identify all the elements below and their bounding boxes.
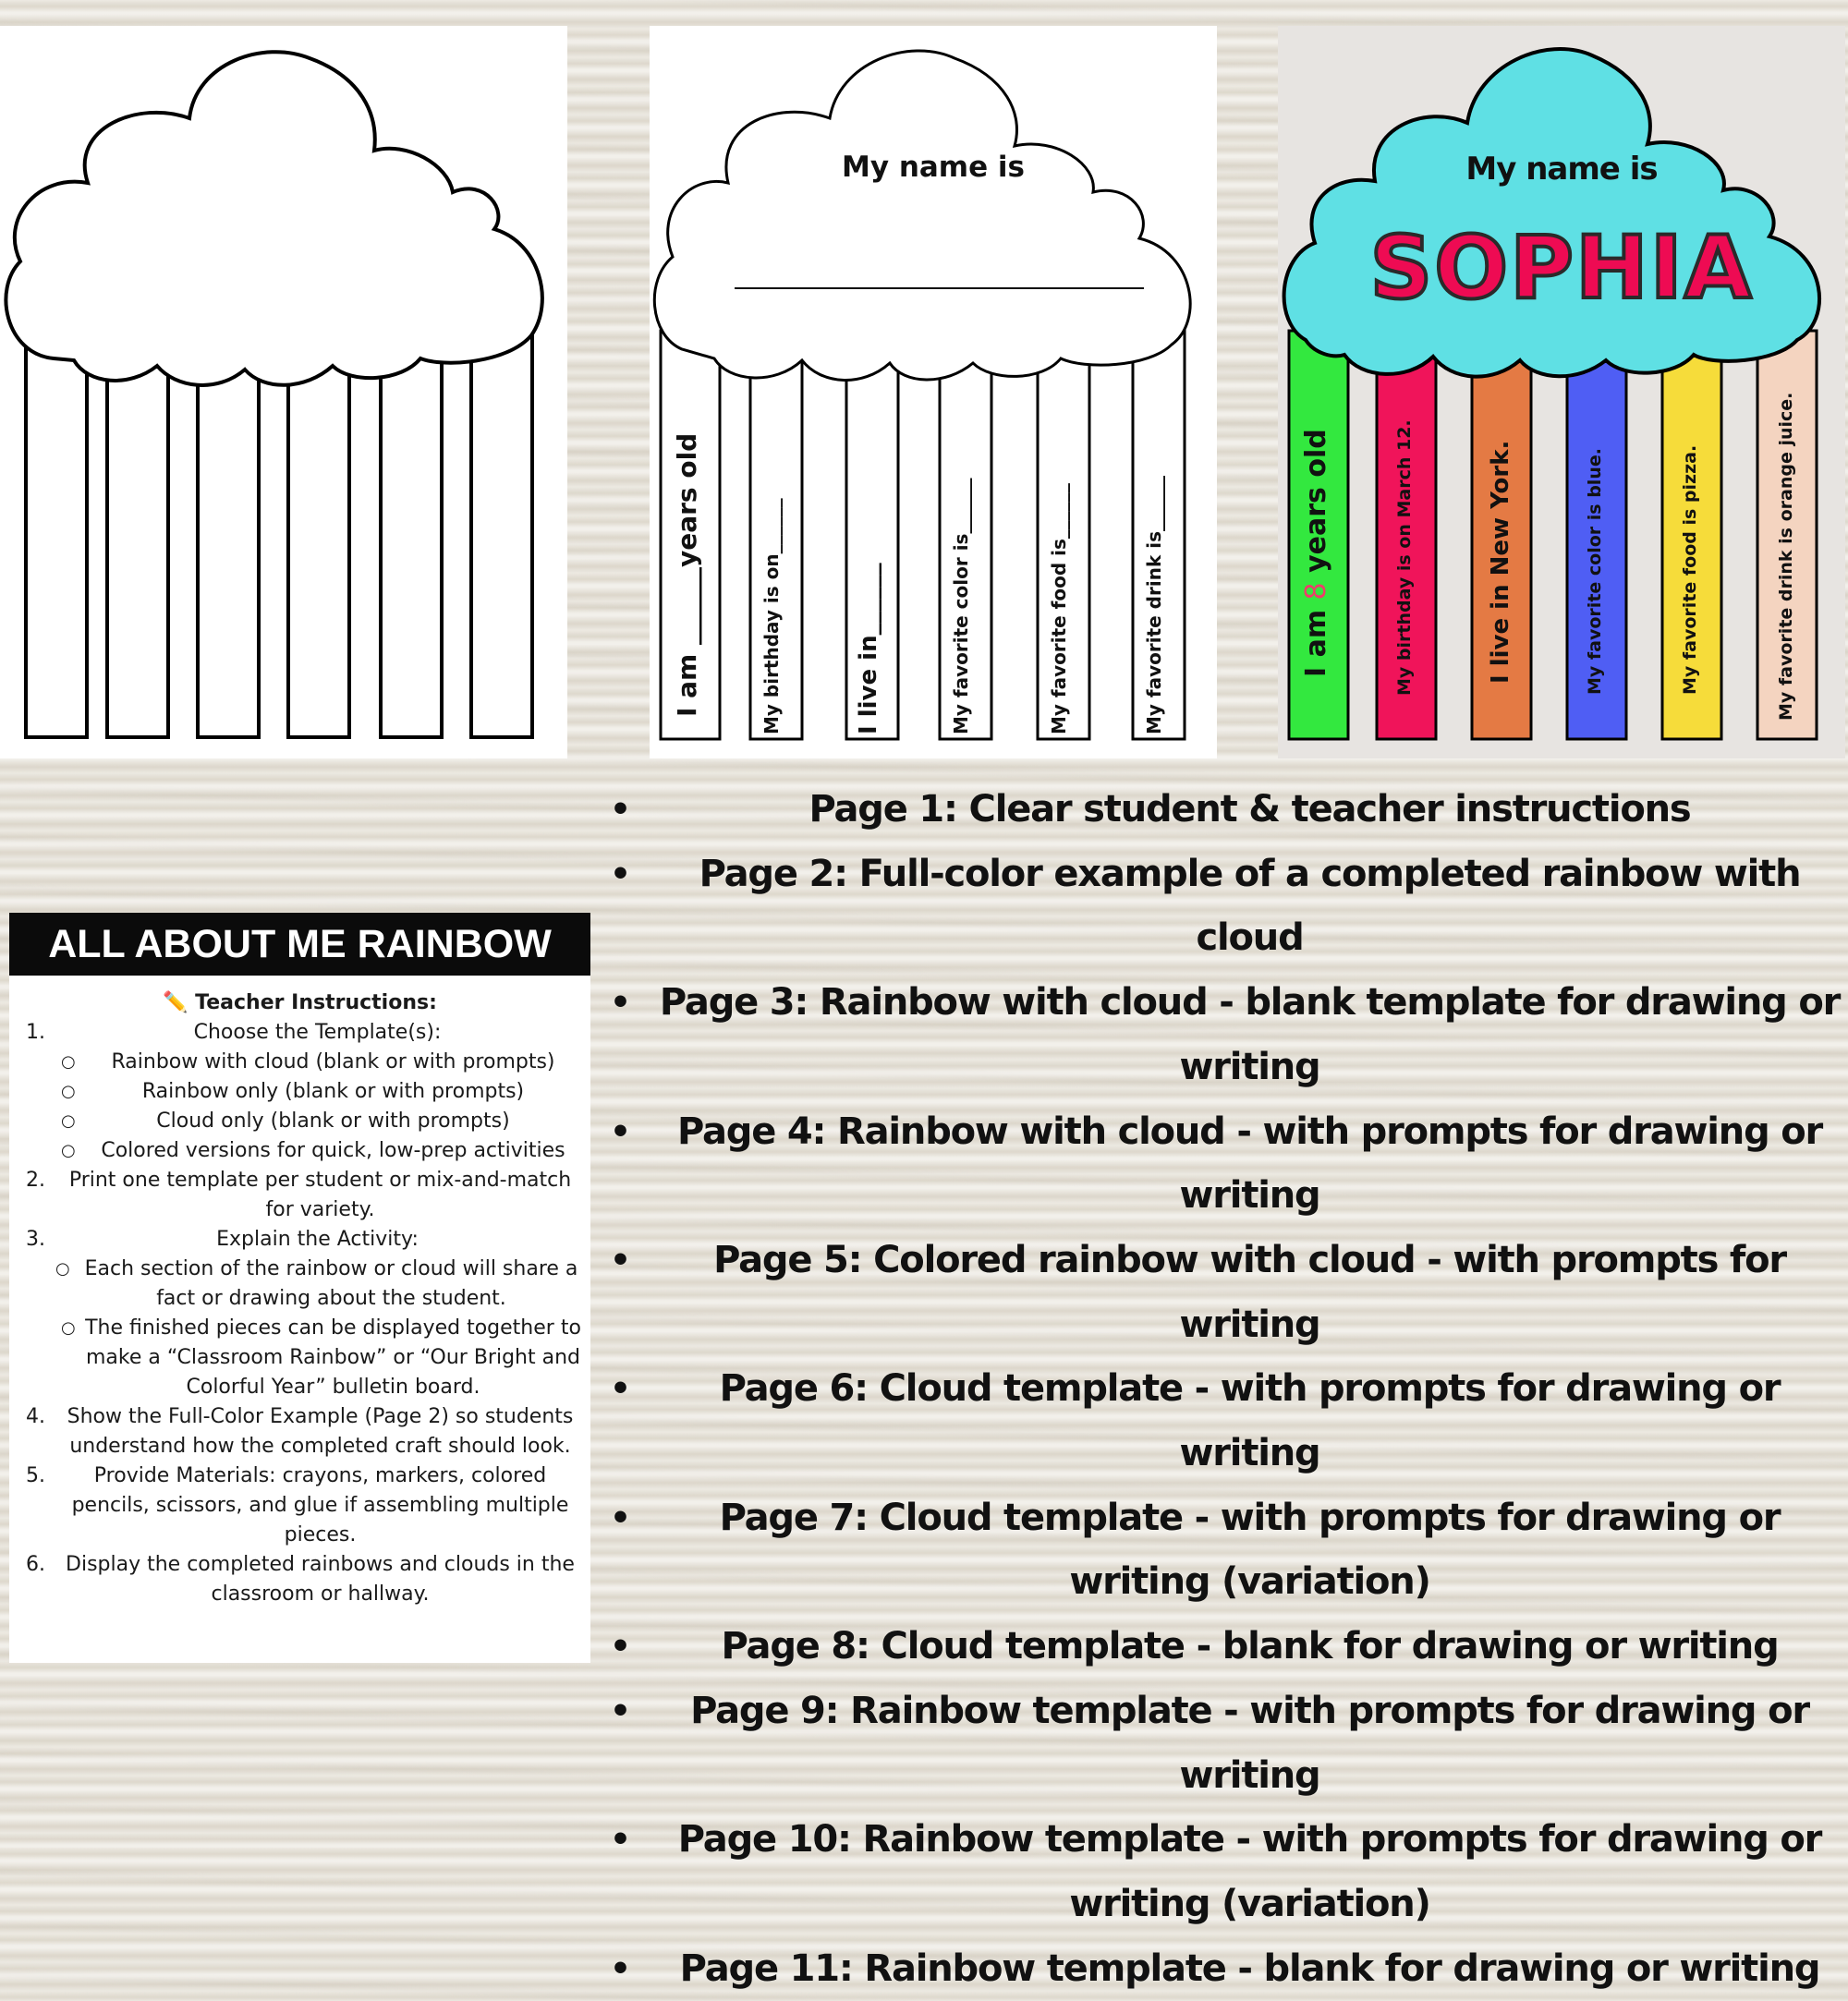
page-contents-list xyxy=(601,778,1843,2001)
blank-cloud xyxy=(6,52,541,385)
prompt-age: I am ______years old xyxy=(672,432,702,717)
instructions-body xyxy=(9,988,590,1609)
page-list-item: • Page 8: Cloud template - blank for drawing or writing xyxy=(610,1625,1779,1668)
color-example-preview xyxy=(1278,26,1845,758)
step-1-sub: ○ Rainbow with cloud (blank or with prompts) xyxy=(61,1050,555,1073)
example-student-name: SOPHIA xyxy=(1369,218,1754,319)
blank-strip-6 xyxy=(471,303,532,737)
instructions-heading: ✏️ Teacher Instructions: xyxy=(163,991,437,1014)
step-1-sub: ○ Cloud only (blank or with prompts) xyxy=(61,1110,510,1133)
step-3: 3. Explain the Activity: xyxy=(26,1228,419,1251)
step-1: 1. Choose the Template(s): xyxy=(26,1021,442,1044)
page-list-item: • Page 9: Rainbow template - with prompts for drawing or writing xyxy=(610,1689,1809,1797)
page-list-item: • Page 7: Cloud template - with prompts for drawing or writing (variation) xyxy=(610,1496,1781,1604)
prompt-birthday: My birthday is on______ xyxy=(760,498,783,734)
step-6: 6. Display the completed rainbows and clouds in the classroom or hallway. xyxy=(26,1553,575,1606)
page-list-item: • Page 4: Rainbow with cloud - with prompts for drawing or writing xyxy=(610,1110,1823,1218)
prompt-drink: My favorite drink is______ xyxy=(1143,476,1165,734)
page-list-item: • Page 5: Colored rainbow with cloud - with prompts for writing xyxy=(610,1238,1786,1346)
color-cloud xyxy=(1284,49,1819,377)
page-list-item: • Page 6: Cloud template - with prompts for drawing or writing xyxy=(610,1367,1781,1475)
name-write-line xyxy=(735,287,1144,289)
step-5: 5. Provide Materials: crayons, markers, colored pencils, scissors, and glue if assembling multiple pieces. xyxy=(26,1464,569,1546)
prompt-food: My favorite food is______ xyxy=(1048,483,1070,734)
page-list-item: • Page 3: Rainbow with cloud - blank template for drawing or writing xyxy=(610,981,1841,1088)
prompts-cloud-rainbow-drawing xyxy=(650,26,1217,758)
blank-template-preview xyxy=(0,26,567,758)
prompts-cloud xyxy=(654,51,1190,380)
page-list-item: • Page 10: Rainbow template - with prompts for drawing or writing (variation) xyxy=(610,1818,1822,1925)
prompts-template-preview xyxy=(650,26,1217,758)
instructions-title: ALL ABOUT ME RAINBOW xyxy=(9,913,590,976)
teacher-instructions-card xyxy=(9,913,590,1663)
example-drink: My favorite drink is orange juice. xyxy=(1776,392,1796,721)
color-cloud-rainbow-drawing xyxy=(1278,26,1845,758)
prompt-cloud-label: My name is xyxy=(841,151,1026,184)
example-city: I live in New York. xyxy=(1487,440,1514,684)
example-color: My favorite color is blue. xyxy=(1585,448,1605,695)
step-1-sub: ○ Colored versions for quick, low-prep activities xyxy=(61,1139,565,1162)
step-3-sub: ○ The finished pieces can be displayed together to make a “Classroom Rainbow” or “Our Bright and Colorful Year” bulletin board. xyxy=(61,1316,581,1399)
page-list-item: • Page 1: Clear student & teacher instructions xyxy=(610,788,1691,831)
prompt-live: I live in______ xyxy=(855,563,882,734)
example-cloud-label: My name is xyxy=(1465,151,1658,188)
prompt-color: My favorite color is______ xyxy=(950,478,972,734)
step-4: 4. Show the Full-Color Example (Page 2) so students understand how the completed craft should look. xyxy=(26,1405,574,1458)
page-list-item: • Page 2: Full-color example of a completed rainbow with cloud xyxy=(610,852,1801,960)
example-birthday: My birthday is on March 12. xyxy=(1394,419,1415,696)
example-food: My favorite food is pizza. xyxy=(1680,444,1700,695)
blank-cloud-rainbow-drawing xyxy=(0,26,567,758)
step-2: 2. Print one template per student or mix-and-match for variety. xyxy=(26,1169,572,1221)
step-1-sub: ○ Rainbow only (blank or with prompts) xyxy=(61,1080,525,1103)
step-3-sub: ○ Each section of the rainbow or cloud will share a fact or drawing about the student. xyxy=(55,1257,578,1310)
page-list-item: • Page 11: Rainbow template - blank for drawing or writing xyxy=(610,1946,1820,1990)
example-age: I am 8 years old xyxy=(1300,429,1332,677)
